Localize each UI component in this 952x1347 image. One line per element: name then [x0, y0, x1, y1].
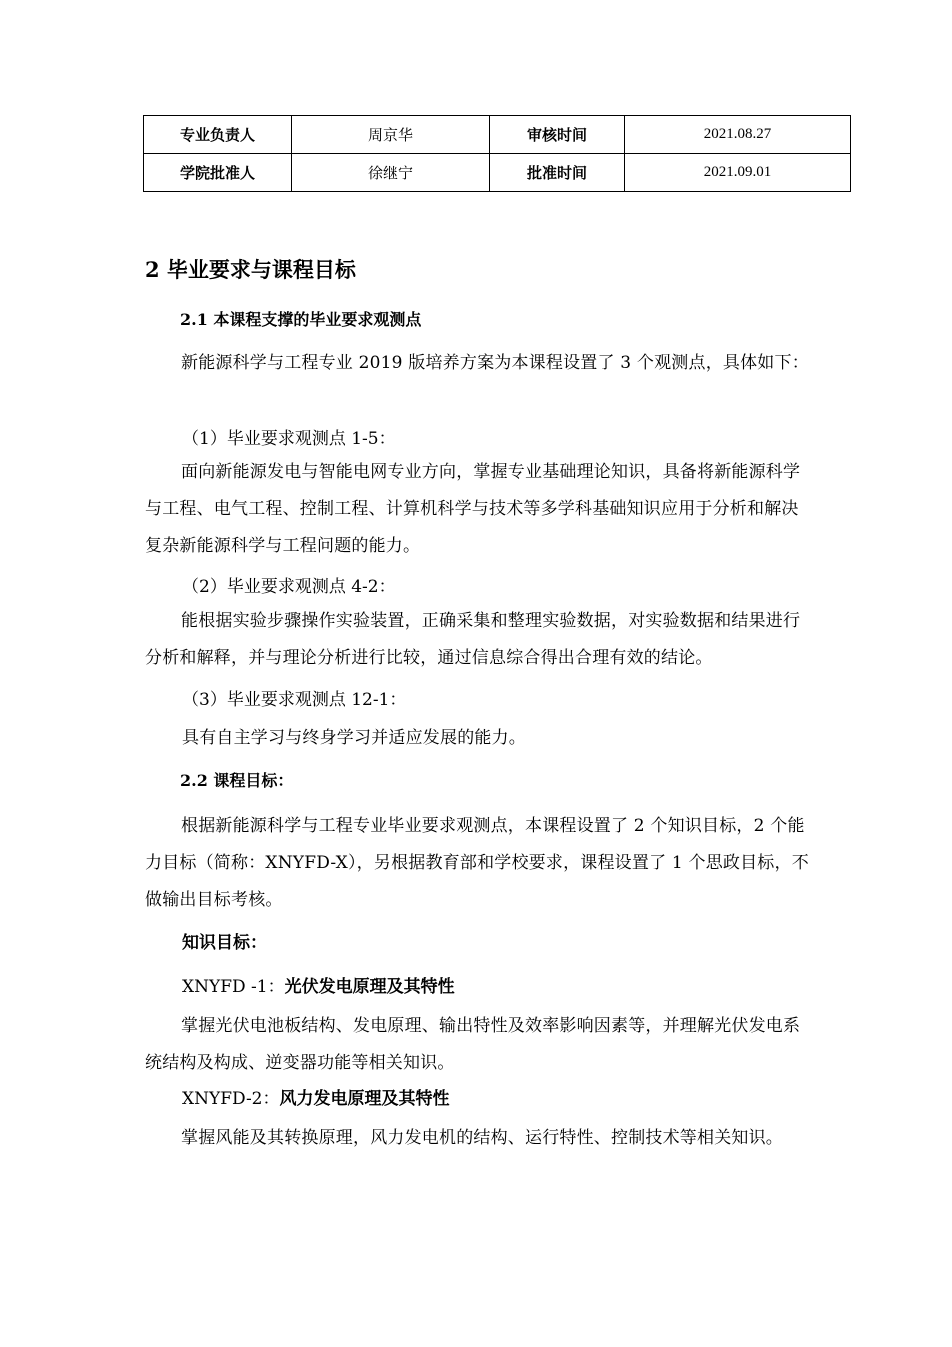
table-row	[144, 116, 851, 154]
table-cell-value: 徐继宁	[292, 154, 490, 192]
table-row	[144, 154, 851, 192]
observation-point-label: （1）毕业要求观测点 1-5：	[182, 429, 396, 449]
observation-point-label: （2）毕业要求观测点 4-2：	[182, 577, 396, 597]
goal-code: XNYFD-2：	[182, 1089, 280, 1109]
table-cell-label: 学院批准人	[144, 154, 292, 192]
paragraph: 掌握光伏电池板结构、发电原理、输出特性及效率影响因素等，并理解光伏发电系统结构及构成、逆变器功能等相关知识。	[145, 1016, 801, 1073]
goal-name: 光伏发电原理及其特性	[284, 977, 455, 997]
paragraph: 新能源科学与工程专业 2019 版培养方案为本课程设置了 3 个观测点，具体如下：	[181, 353, 809, 373]
goal-name: 风力发电原理及其特性	[279, 1089, 450, 1109]
observation-point-label: （3）毕业要求观测点 12-1：	[182, 690, 407, 710]
table-cell-label: 批准时间	[490, 154, 625, 192]
paragraph: 能根据实验步骤操作实验装置，正确采集和整理实验数据，对实验数据和结果进行分析和解释，并与理论分析进行比较，通过信息综合得出合理有效的结论。	[145, 611, 801, 668]
paragraph: 具有自主学习与终身学习并适应发展的能力。	[182, 728, 526, 748]
knowledge-goals-heading: 知识目标：	[182, 933, 267, 953]
paragraph: 根据新能源科学与工程专业毕业要求观测点，本课程设置了 2 个知识目标，2 个能力目标（简称：XNYFD-X），另根据教育部和学校要求，课程设置了 1 个思政目标，不做输出目标考核。	[145, 816, 809, 910]
goal-title	[182, 972, 810, 1002]
table-cell-date: 2021.09.01	[625, 154, 851, 192]
table-cell-label: 专业负责人	[144, 116, 292, 154]
paragraph: 面向新能源发电与智能电网专业方向，掌握专业基础理论知识，具备将新能源科学与工程、电气工程、控制工程、计算机科学与技术等多学科基础知识应用于分析和解决复杂新能源科学与工程问题的能力。	[145, 462, 801, 556]
table-cell-label: 审核时间	[490, 116, 625, 154]
paragraph: 掌握风能及其转换原理，风力发电机的结构、运行特性、控制技术等相关知识。	[181, 1128, 783, 1148]
section-heading: 2 毕业要求与课程目标	[145, 257, 356, 282]
subsection-heading: 2.1 本课程支撑的毕业要求观测点	[180, 310, 422, 329]
subsection-heading: 2.2 课程目标：	[180, 771, 294, 790]
goal-code: XNYFD -1：	[182, 977, 285, 997]
table-cell-date: 2021.08.27	[625, 116, 851, 154]
table-cell-value: 周京华	[292, 116, 490, 154]
goal-title	[182, 1084, 810, 1114]
approval-table	[143, 115, 851, 192]
